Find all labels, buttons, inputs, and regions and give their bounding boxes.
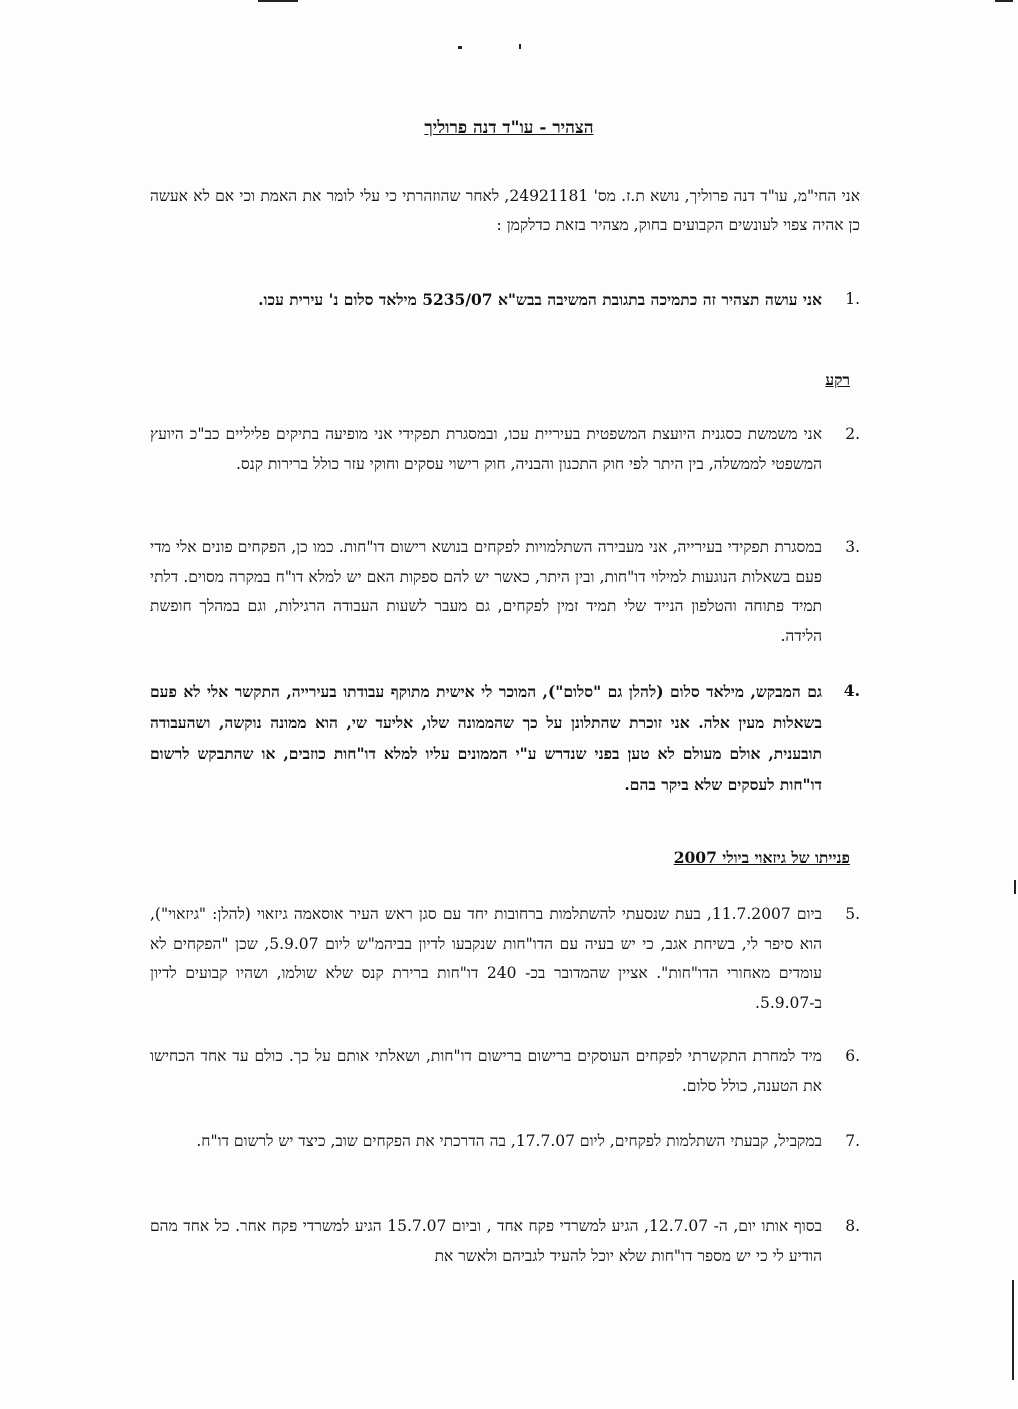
scan-mark-right-edge	[1014, 880, 1016, 894]
item-text: אני עושה תצהיר זה כתמיכה בתגובת המשיבה בבש"א 5235/07 מילאד סלום נ' עירית עכו.	[258, 290, 822, 309]
item-text: בסוף אותו יום, ה- 12.7.07, הגיע למשרדי פקח אחד , וביום 15.7.07 הגיע למשרדי פקח אחר. כל אחד מהם הודיע לי כי יש מספר דו"חות שלא יוכל להעיד לגביהם ולאשר את	[150, 1217, 822, 1265]
item-text: ביום 11.7.2007, בעת שנסעתי להשתלמות ברחובות יחד עם סגן ראש העיר אוסאמה גיזאוי (להלן: "גיזאוי"), הוא סיפר לי, בשיחת אגב, כי יש בעיה עם הדו"חות שנקבעו לדיון בביהמ"ש ליום 5.9.07, שכן "הפקחים לא עומדים מאחורי הדו"חות". אציין שהמדובר בכ- 240 דו"חות ברירת קנס שלא שולמו, ושהיו קבועים לדיון ב-5.9.07.	[150, 905, 823, 1012]
item-number: .1	[845, 290, 860, 308]
section-heading-background: רקע	[825, 370, 850, 389]
list-item	[150, 900, 860, 1018]
list-item	[150, 285, 860, 315]
list-item	[150, 533, 860, 651]
item-number: .4	[843, 681, 860, 700]
item-number: .6	[845, 1047, 860, 1065]
item-text: במקביל, קבעתי השתלמות לפקחים, ליום 17.7.07, בה הדרכתי את הפקחים שוב, כיצד יש לרשום דו"ח.	[196, 1132, 822, 1150]
item-text: מיד למחרת התקשרתי לפקחים העוסקים ברישום ברישום דו"חות, ושאלתי אותם על כך. כולם עד אחד הכחישו את הטענה, כולל סלום.	[150, 1047, 822, 1095]
item-number: .7	[845, 1132, 860, 1150]
list-item	[150, 420, 860, 479]
scan-mark-top-right	[995, 0, 1013, 2]
item-text: אני משמשת כסגנית היועצת המשפטית בעיריית עכו, ובמסגרת תפקידי אני מופיעה בתיקים פליליים כב"כ היועץ המשפטי לממשלה, בין היתר לפי חוק התכנון והבניה, חוק רישוי עסקים וחוקי עזר כולל ברירות קנס.	[150, 425, 822, 473]
scan-mark-top-left	[258, 0, 298, 2]
item-number: .3	[845, 538, 860, 556]
intro-paragraph: אני החי"מ, עו"ד דנה פרוליך, נושא ת.ז. מס' 24921181, לאחר שהוזהרתי כי עלי לומר את האמת וכי אם לא אעשה כן אהיה צפוי לעונשים הקבועים בחוק, מצהיר בזאת כדלקמן :	[150, 187, 861, 234]
list-item	[150, 676, 860, 800]
list-item	[150, 1127, 860, 1157]
scan-dot-1	[458, 46, 462, 49]
item-text: במסגרת תפקידי בעירייה, אני מעבירה השתלמויות לפקחים בנושא רישום דו"חות. כמו כן, הפקחים פונים אלי מדי פעם בשאלות הנוגעות למילוי דו"חות, ובין היתר, כאשר יש להם ספקות האם יש למלא דו"ח במקרה מסוים. דלתי תמיד פתוחה והטלפון הנייד שלי תמיד זמין לפקחים, גם מעבר לשעות העבודה הרגילות, וגם במהלך חופשת הלידה.	[150, 538, 822, 645]
item-number: .8	[845, 1217, 860, 1235]
item-text: גם המבקש, מילאד סלום (להלן גם "סלום"), המוכר לי אישית מתוקף עבודתו בעירייה, התקשר אלי לא פעם בשאלות מעין אלה. אני זוכרת שהתלונן על כך שהממונה שלו, אליעד שי, הוא ממונה נוקשה, ושהעבודה תובענית, אולם מעולם לא טען בפני שנדרש ע"י הממונים עליו למלא דו"חות כוזבים, או שהתבקש לרשום דו"חות לעסקים שלא ביקר בהם.	[150, 682, 822, 794]
scan-mark-right-edge-2	[1012, 1280, 1014, 1380]
list-item	[150, 1212, 860, 1271]
section-heading-gizawi: פנייתו של גיזאוי ביולי 2007	[673, 848, 850, 867]
item-number: .2	[845, 425, 860, 443]
list-item	[150, 1042, 860, 1101]
document-title: הצהיר - עו"ד דנה פרוליך	[424, 118, 594, 138]
item-number: .5	[845, 905, 860, 923]
scan-dot-2	[519, 44, 521, 49]
